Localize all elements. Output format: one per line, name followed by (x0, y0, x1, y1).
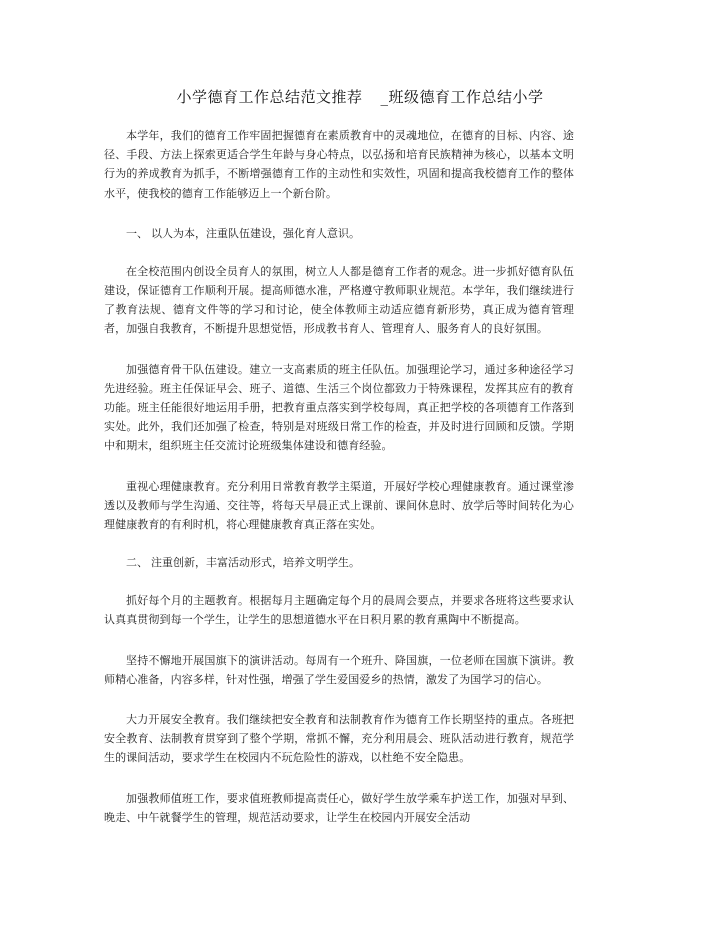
paragraph: 加强德育骨干队伍建设。建立一支高素质的班主任队伍。加强理论学习，通过多种途径学习先进经验。班主任保证早会、班子、道德、生活三个岗位都致力于特殊课程，发挥其应有的教育功能。班主任能很好地运用手册，把教育重点落实到学校每周，真正把学校的各项德育工作落到实处。此外，我们还加强了检查，特别是对班级日常工作的检查，并及时进行回顾和反馈。学期中和期末，组织班主任交流讨论班级集体建设和德育经验。 (104, 362, 574, 453)
section-heading-text: 以人为本，注重队伍建设，强化育人意识。 (151, 226, 360, 240)
paragraph-intro: 本学年，我们的德育工作牢固把握德育在素质教育中的灵魂地位，在德育的目标、内容、途径、手段、方法上探索更适合学生年龄与身心特点，以弘扬和培育民族精神为核心，以基本文明行为的养成教育为抓手，不断增强德育工作的主动性和实效性，巩固和提高我校德育工作的整体水平，使我校的德育工作能够迈上一个新台阶。 (104, 129, 574, 200)
section-number: 一、 (126, 226, 148, 240)
paragraph: 抓好每个月的主题教育。根据每月主题确定每个月的晨周会要点，并要求各班将这些要求认认真真贯彻到每一个学生，让学生的思想道德水平在日积月累的教育熏陶中不断提高。 (104, 594, 574, 627)
paragraph: 大力开展安全教育。我们继续把安全教育和法制教育作为德育工作长期坚持的重点。各班把安全教育、法制教育贯穿到了整个学期，常抓不懈，充分利用晨会、班队活动进行教育，规范学生的课间活动，要求学生在校园内不玩危险性的游戏，以杜绝不安全隐患。 (104, 713, 574, 765)
paragraph: 重视心理健康教育。充分利用日常教育教学主渠道，开展好学校心理健康教育。通过课堂渗透以及教师与学生沟通、交往等，将每天早晨正式上课前、课间休息时、放学后等时间转化为心理健康教育的有利时机，将心理健康教育真正落在实处。 (104, 479, 574, 532)
section-heading-text: 注重创新，丰富活动形式，培养文明学生。 (151, 556, 360, 570)
section-heading-2 (104, 553, 574, 572)
document-title (0, 86, 720, 107)
title-main: 小学德育工作总结范文推荐 (176, 88, 363, 106)
section-number: 二、 (126, 556, 148, 570)
title-sub: _班级德育工作总结小学 (380, 88, 544, 106)
section-heading-1 (104, 224, 574, 243)
paragraph: 在全校范围内创设全员育人的氛围，树立人人都是德育工作者的观念。进一步抓好德育队伍建设，保证德育工作顺利开展。提高师德水准，严格遵守教师职业规范。本学年，我们继续进行了教育法规、德育文件等的学习和讨论，使全体教师主动适应德育新形势，真正成为德育管理者，加强自我教育，不断提升思想觉悟，形成教书育人、管理育人、服务育人的良好氛围。 (104, 264, 574, 336)
paragraph: 加强教师值班工作，要求值班教师提高责任心，做好学生放学乘车护送工作，加强对早到、晚走、中午就餐学生的管理，规范活动要求，让学生在校园内开展安全活动 (104, 791, 574, 824)
document-body (104, 126, 574, 827)
paragraph: 坚持不懈地开展国旗下的演讲活动。每周有一个班升、降国旗，一位老师在国旗下演讲。教师精心准备，内容多样，针对性强，增强了学生爱国爱乡的热情，激发了为国学习的信心。 (104, 653, 574, 686)
